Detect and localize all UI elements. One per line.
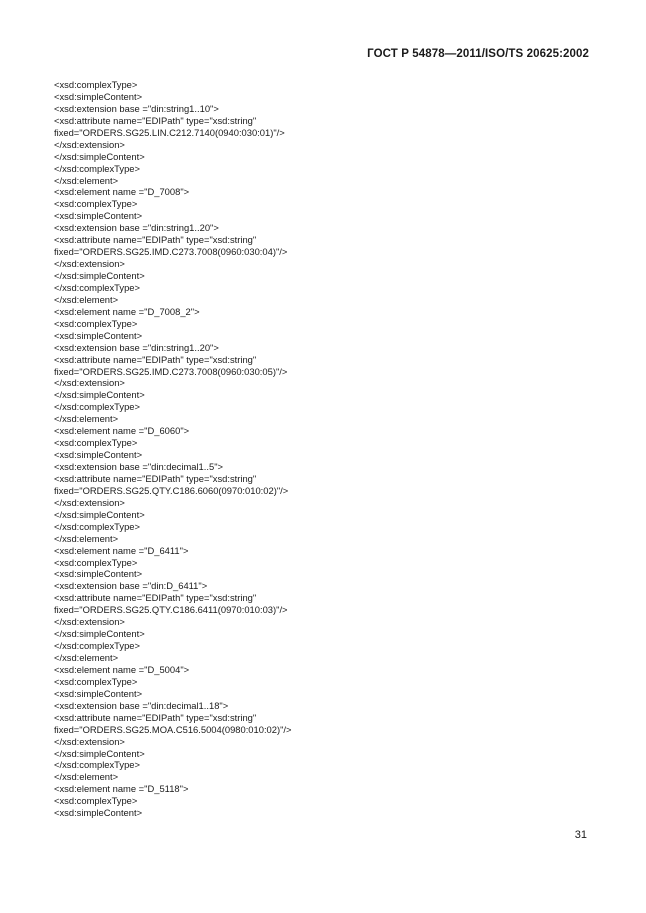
code-line: </xsd:simpleContent> bbox=[54, 270, 145, 281]
code-line: <xsd:attribute name="EDIPath" type="xsd:string" bbox=[54, 114, 257, 126]
code-line: fixed="ORDERS.SG25.QTY.C186.6060(0970:010:02)"/> bbox=[54, 484, 289, 496]
code-line: <xsd:complexType> bbox=[54, 198, 138, 210]
code-line: <xsd:simpleContent> bbox=[54, 807, 143, 819]
code-line: fixed="ORDERS.SG25.IMD.C273.7008(0960:030:04)"/> bbox=[54, 246, 288, 258]
code-line: </xsd:extension> bbox=[54, 377, 125, 389]
code-line: </xsd:simpleContent> bbox=[54, 747, 145, 759]
code-line: </xsd:element> bbox=[54, 532, 119, 544]
code-line: <xsd:element name ="D_5118"> bbox=[54, 783, 189, 795]
code-line: </xsd:simpleContent> bbox=[54, 389, 145, 401]
page-number: 31 bbox=[574, 829, 587, 841]
code-line: <xsd:simpleContent> bbox=[54, 210, 143, 222]
code-line: </xsd:extension> bbox=[54, 138, 125, 150]
code-line: <xsd:complexType> bbox=[54, 675, 138, 687]
code-line: <xsd:extension base ="din:string1..10"> bbox=[54, 102, 219, 114]
code-line: <xsd:complexType> bbox=[54, 317, 138, 329]
code-line: </xsd:simpleContent> bbox=[54, 508, 145, 520]
code-line: <xsd:attribute name="EDIPath" type="xsd:string" bbox=[54, 234, 257, 246]
code-line: </xsd:complexType> bbox=[54, 401, 140, 413]
code-line: <xsd:simpleContent> bbox=[54, 449, 143, 461]
code-line: <xsd:element name ="D_7008_2"> bbox=[54, 305, 200, 317]
code-line: </xsd:simpleContent> bbox=[54, 150, 145, 162]
code-line: </xsd:extension> bbox=[54, 496, 125, 508]
code-line: </xsd:complexType> bbox=[54, 520, 140, 532]
code-line: <xsd:attribute name="EDIPath" type="xsd:string" bbox=[54, 472, 257, 484]
code-line: <xsd:complexType> bbox=[54, 795, 138, 807]
code-line: <xsd:element name ="D_6060"> bbox=[54, 425, 190, 437]
code-line: <xsd:simpleContent> bbox=[54, 329, 143, 341]
code-line: <xsd:simpleContent> bbox=[54, 687, 143, 699]
code-line: <xsd:extension base ="din:string1..20"> bbox=[54, 222, 219, 234]
code-line: </xsd:complexType> bbox=[54, 162, 140, 174]
code-line: </xsd:element> bbox=[54, 413, 119, 425]
code-line: </xsd:complexType> bbox=[54, 759, 140, 771]
code-line: fixed="ORDERS.SG25.IMD.C273.7008(0960:030:05)"/> bbox=[54, 365, 288, 377]
code-line: <xsd:attribute name="EDIPath" type="xsd:string" bbox=[54, 592, 257, 604]
code-line: fixed="ORDERS.SG25.QTY.C186.6411(0970:010:03)"/> bbox=[54, 604, 288, 616]
code-line: </xsd:complexType> bbox=[54, 281, 140, 293]
code-line: <xsd:attribute name="EDIPath" type="xsd:string" bbox=[54, 711, 257, 723]
code-line: </xsd:element> bbox=[54, 652, 119, 663]
code-line: <xsd:extension base ="din:string1..20"> bbox=[54, 341, 219, 353]
code-line: <xsd:attribute name="EDIPath" type="xsd:string" bbox=[54, 353, 257, 365]
code-line: <xsd:complexType> bbox=[54, 437, 138, 449]
code-line: <xsd:simpleContent> bbox=[54, 90, 143, 102]
code-line: fixed="ORDERS.SG25.MOA.C516.5004(0980:010:02)"/> bbox=[54, 723, 292, 735]
code-line: </xsd:extension> bbox=[54, 616, 125, 628]
xsd-code-listing bbox=[54, 79, 292, 819]
code-line: fixed="ORDERS.SG25.LIN.C212.7140(0940:030:01)"/> bbox=[54, 126, 285, 138]
code-line: </xsd:complexType> bbox=[54, 640, 140, 652]
code-line: </xsd:element> bbox=[54, 174, 119, 186]
code-line: <xsd:extension base ="din:decimal1..5"> bbox=[54, 461, 224, 472]
code-line: <xsd:element name ="D_5004"> bbox=[54, 663, 190, 675]
code-line: </xsd:element> bbox=[54, 293, 119, 305]
code-line: </xsd:simpleContent> bbox=[54, 628, 145, 640]
code-line: <xsd:element name ="D_7008"> bbox=[54, 186, 190, 198]
code-line: </xsd:element> bbox=[54, 771, 119, 783]
document-header: ГОСТ Р 54878—2011/ISO/TS 20625:2002 bbox=[367, 48, 589, 60]
code-line: <xsd:complexType> bbox=[54, 79, 138, 90]
code-line: <xsd:extension base ="din:D_6411"> bbox=[54, 580, 208, 592]
code-line: <xsd:simpleContent> bbox=[54, 568, 143, 580]
code-line: </xsd:extension> bbox=[54, 735, 125, 747]
code-line: </xsd:extension> bbox=[54, 258, 125, 270]
code-line: <xsd:element name ="D_6411"> bbox=[54, 544, 189, 556]
code-line: <xsd:complexType> bbox=[54, 556, 138, 568]
code-line: <xsd:extension base ="din:decimal1..18"> bbox=[54, 699, 229, 711]
